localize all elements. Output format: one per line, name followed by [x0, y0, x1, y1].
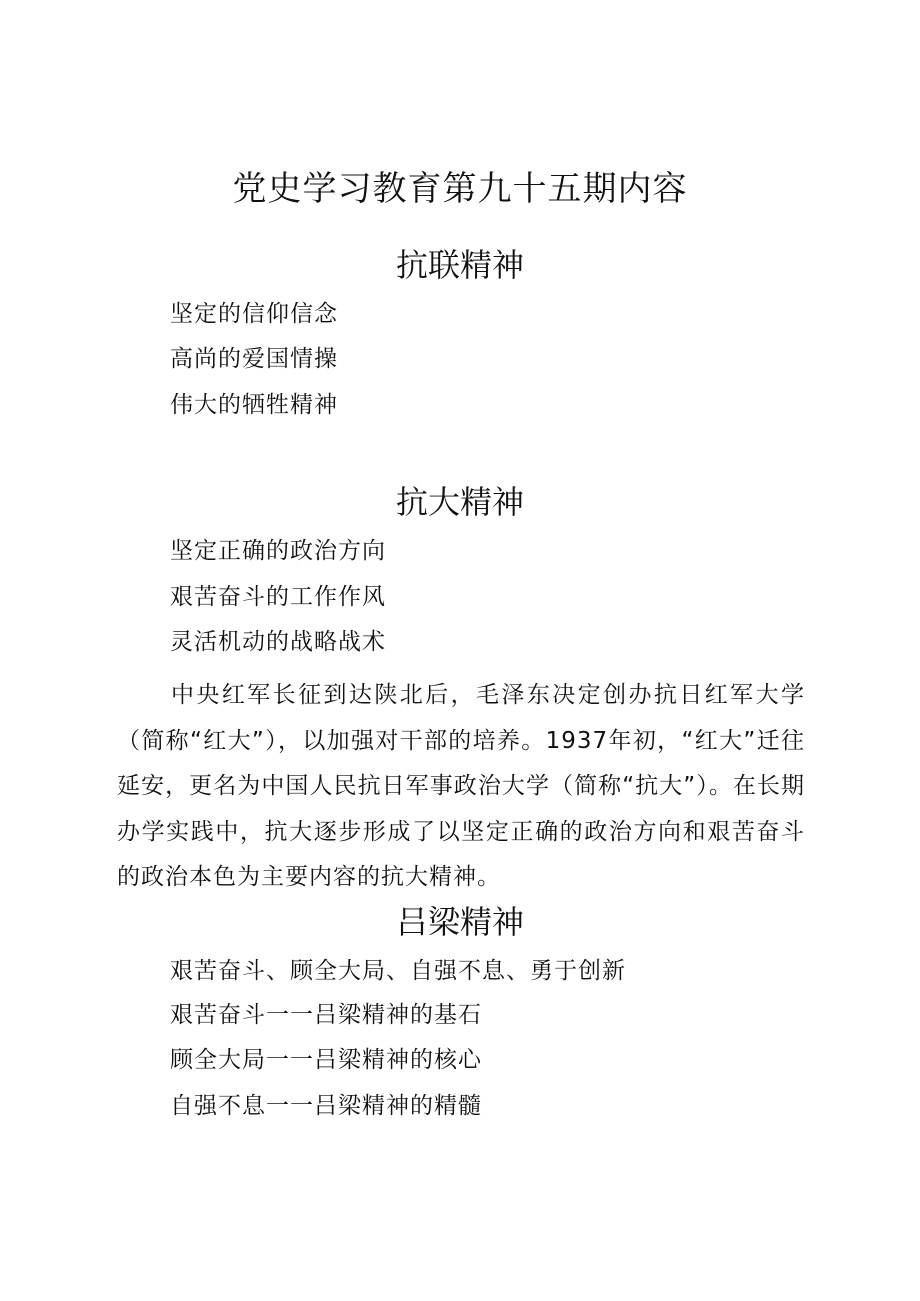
section-heading-lvliang: 吕梁精神 — [395, 903, 524, 941]
list-item: 高尚的爱国情操 — [170, 346, 338, 372]
list-item: 伟大的牺牲精神 — [170, 392, 338, 418]
list-item: 艰苦奋斗一一吕梁精神的基石 — [170, 1002, 482, 1028]
list-item: 坚定正确的政治方向 — [170, 538, 386, 564]
section-heading-kangda: 抗大精神 — [395, 483, 524, 521]
list-item: 灵活机动的战略战术 — [170, 629, 386, 655]
list-item: 艰苦奋斗的工作作风 — [170, 584, 386, 610]
list-item: 艰苦奋斗、顾全大局、自强不息、勇于创新 — [170, 958, 626, 984]
document-title: 党史学习教育第九十五期内容 — [232, 169, 688, 209]
list-item: 坚定的信仰信念 — [170, 301, 338, 327]
list-item: 自强不息一一吕梁精神的精髓 — [170, 1093, 482, 1119]
section-heading-kanglian: 抗联精神 — [395, 246, 524, 284]
body-paragraph: 中央红军长征到达陕北后，毛泽东决定创办抗日红军大学（简称“红大”），以加强对干部的培养。1937年初，“红大”迁往延安，更名为中国人民抗日军事政治大学（简称“抗大”）。在长期办学实践中，抗大逐步形成了以坚定正确的政治方向和艰苦奋斗的政治本色为主要内容的抗大精神。 — [117, 682, 805, 890]
list-item: 顾全大局一一吕梁精神的核心 — [170, 1047, 482, 1073]
